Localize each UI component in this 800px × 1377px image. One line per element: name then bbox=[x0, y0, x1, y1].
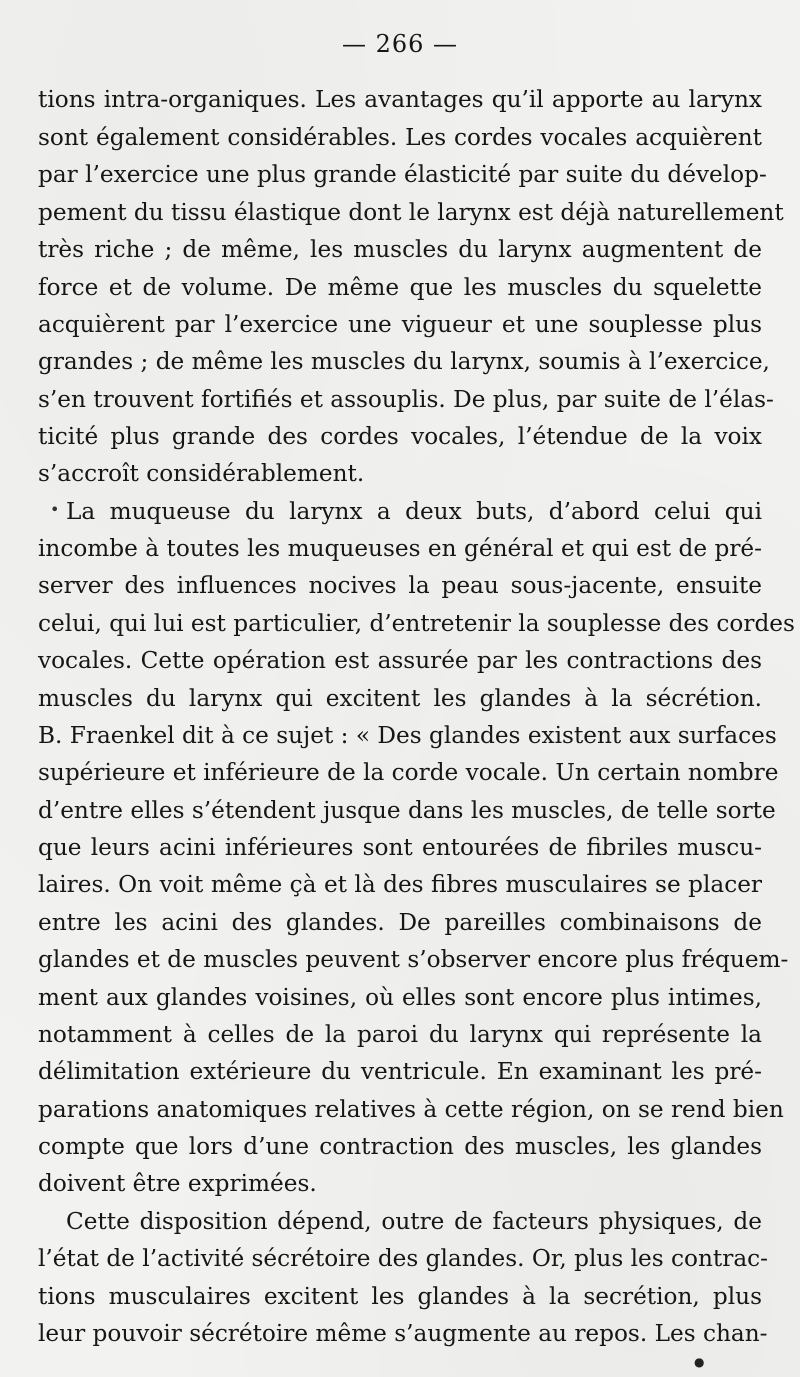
text-line: leur pouvoir sécrétoire même s’augmente au repos. Les chan- bbox=[38, 1320, 768, 1347]
text-line: parations anatomiques relatives à cette région, on se rend bien bbox=[38, 1096, 784, 1123]
text-line: que leurs acini inférieures sont entourées de fibriles muscu- bbox=[38, 834, 762, 861]
text-line: l’état de l’activité sécrétoire des glandes. Or, plus les contrac- bbox=[38, 1245, 768, 1272]
text-line: force et de volume. De même que les muscles du squelette bbox=[38, 274, 762, 301]
text-line: muscles du larynx qui excitent les glandes à la sécrétion. bbox=[38, 685, 762, 712]
text-line: entre les acini des glandes. De pareilles combinaisons de bbox=[38, 909, 762, 936]
text-line: doivent être exprimées. bbox=[38, 1170, 317, 1197]
text-line: grandes ; de même les muscles du larynx, soumis à l’exercice, bbox=[38, 348, 770, 375]
text-line: très riche ; de même, les muscles du larynx augmentent de bbox=[38, 236, 762, 263]
text-line: incombe à toutes les muqueuses en général et qui est de pré- bbox=[38, 535, 762, 562]
text-line: tions musculaires excitent les glandes à la secrétion, plus bbox=[38, 1283, 762, 1310]
text-line: vocales. Cette opération est assurée par les contractions des bbox=[38, 647, 762, 674]
text-line: tions intra-organiques. Les avantages qu’il apporte au larynx bbox=[38, 86, 762, 113]
text-line: laires. On voit même çà et là des fibres musculaires se placer bbox=[38, 871, 762, 898]
text-line: glandes et de muscles peuvent s’observer encore plus fréquem- bbox=[38, 946, 789, 973]
text-line: celui, qui lui est particulier, d’entretenir la souplesse des cordes bbox=[38, 610, 795, 637]
text-line: B. Fraenkel dit à ce sujet : « Des glandes existent aux surfaces bbox=[38, 722, 777, 749]
print-speck: ● bbox=[694, 1355, 705, 1369]
text-line: acquièrent par l’exercice une vigueur et une souplesse plus bbox=[38, 311, 762, 338]
text-line: sont également considérables. Les cordes vocales acquièrent bbox=[38, 124, 762, 151]
text-line: compte que lors d’une contraction des muscles, les glandes bbox=[38, 1133, 762, 1160]
margin-mark: • bbox=[50, 500, 60, 519]
text-line: d’entre elles s’étendent jusque dans les muscles, de telle sorte bbox=[38, 797, 776, 824]
paragraph-start-line: Cette disposition dépend, outre de facteurs physiques, de bbox=[66, 1208, 762, 1235]
text-line: pement du tissu élastique dont le larynx est déjà naturellement bbox=[38, 199, 784, 226]
text-line: délimitation extérieure du ventricule. En examinant les pré- bbox=[38, 1058, 762, 1085]
text-line: s’accroît considérablement. bbox=[38, 460, 365, 487]
text-line: s’en trouvent fortifiés et assouplis. De plus, par suite de l’élas- bbox=[38, 386, 774, 413]
text-line: ticité plus grande des cordes vocales, l’étendue de la voix bbox=[38, 423, 762, 450]
paragraph-start-line: La muqueuse du larynx a deux buts, d’abord celui qui bbox=[66, 498, 762, 525]
text-line: server des influences nocives la peau sous-jacente, ensuite bbox=[38, 572, 762, 599]
page-number: — 266 — bbox=[341, 30, 459, 58]
text-line: supérieure et inférieure de la corde vocale. Un certain nombre bbox=[38, 759, 779, 786]
text-line: par l’exercice une plus grande élasticité par suite du dévelop- bbox=[38, 161, 767, 188]
text-line: notamment à celles de la paroi du larynx qui représente la bbox=[38, 1021, 762, 1048]
text-line: ment aux glandes voisines, où elles sont encore plus intimes, bbox=[38, 984, 762, 1011]
